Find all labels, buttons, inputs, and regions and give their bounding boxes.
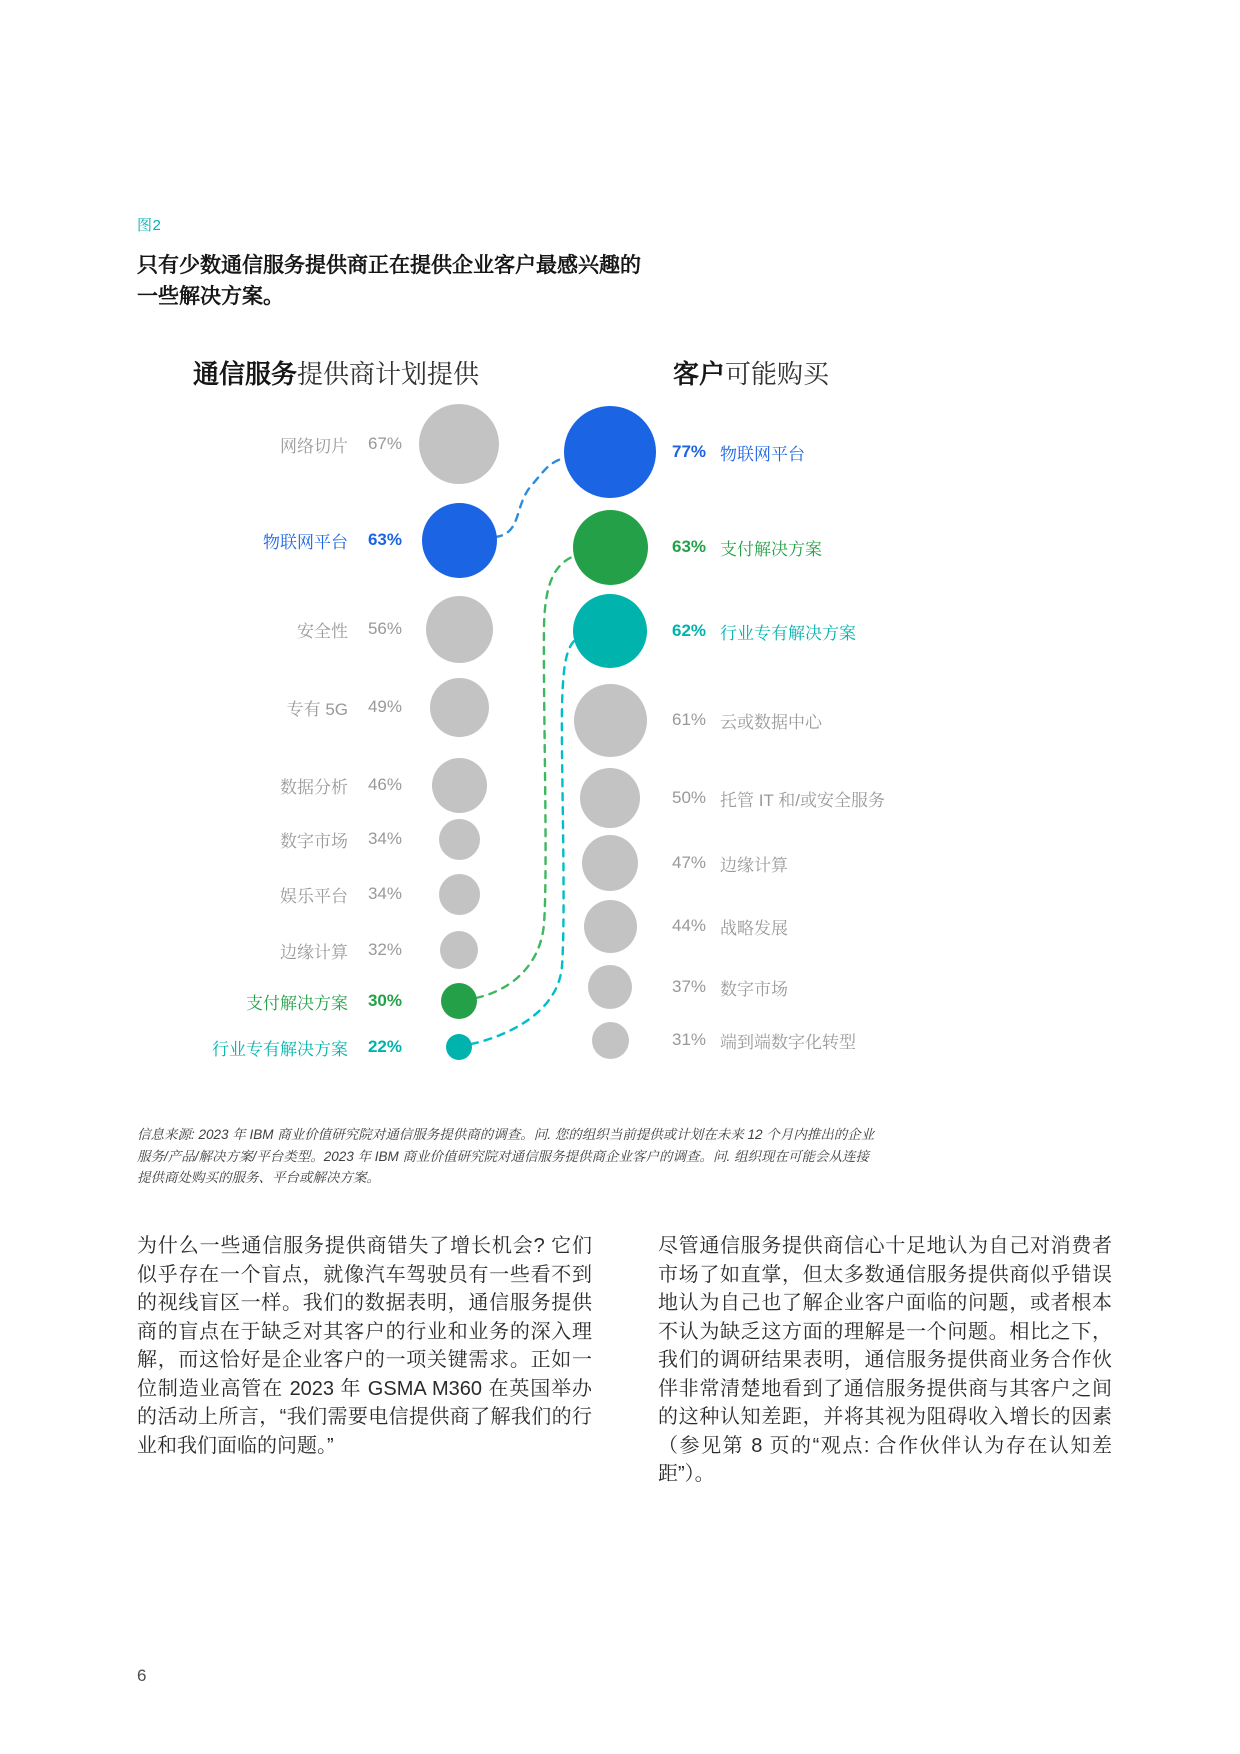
provider-row [287,695,402,719]
body-paragraph-left: 为什么一些通信服务提供商错失了增长机会? 它们似乎存在一个盲点，就像汽车驾驶员有一些看不到的视线盲区一样。我们的数据表明，通信服务提供商的盲点在于缺乏对其客户的行业和业务的深入理解，而这恰好是企业客户的一项关键需求。正如一位制造业高管在 2023 年 GSMA M360 在英国举办的活动上所言，“我们需要电信提供商了解我们的行业和我们面临的问题。” [137,1235,592,1457]
provider-row [263,528,402,552]
body-paragraph-right: 尽管通信服务提供商信心十足地认为自己对消费者市场了如直掌，但太多数通信服务提供商似乎错误地认为自己也了解企业客户面临的问题，或者根本不认为缺乏这方面的理解是一个问题。相比之下，我们的调研结果表明，通信服务提供商业务合作伙伴非常清楚地看到了通信服务提供商与其客户之间的这种认知差距，并将其视为阻碍收入增长的因素（参见第 8 页的“观点: 合作伙伴认为存在认知差距”）。 [658,1235,1112,1485]
provider-bubble [430,678,489,737]
chart-header-customers [673,354,829,391]
provider-item-label: 网络切片 [280,436,348,456]
chart-header-customers-rest: 可能购买 [725,359,830,389]
customer-item-value: 50% [672,788,707,807]
provider-bubble [441,983,477,1019]
connector-blue-dashed-line [495,458,564,537]
customer-row [672,914,788,938]
provider-item-value: 34% [367,829,402,848]
customer-bubble [573,594,647,668]
customer-item-label: 托管 IT 和/或安全服务 [720,790,885,810]
customer-item-label: 数字市场 [720,979,788,999]
customer-item-label: 支付解决方案 [720,539,822,559]
source-note-line3: 提供商处购买的服务、平台或解决方案。 [137,1170,380,1185]
provider-bubble [419,404,499,484]
provider-row [280,827,402,851]
customer-item-value: 47% [672,853,707,872]
provider-item-value: 63% [367,530,402,549]
source-note-line1: 信息来源: 2023 年 IBM 商业价值研究院对通信服务提供商的调查。问. 您的组织当前提供或计划在未来 12 个月内推出的企业 [137,1127,875,1142]
provider-row [297,617,402,641]
provider-bubble [426,596,493,663]
provider-item-label: 物联网平台 [263,532,348,552]
provider-item-value: 46% [367,775,402,794]
provider-item-value: 56% [367,619,402,638]
customer-item-value: 61% [672,710,707,729]
provider-item-value: 34% [367,884,402,903]
customer-bubble [564,406,656,498]
figure-label: 图2 [137,217,162,234]
provider-bubble [432,758,487,813]
customer-row [672,851,788,875]
customer-bubble [582,835,638,891]
source-note-line2: 服务/产品/解决方案/平台类型。2023 年 IBM 商业价值研究院对通信服务提供商企业客户的调查。问. 组织现在可能会从连接 [137,1148,870,1164]
customer-bubble [580,768,640,828]
provider-bubble [422,503,497,578]
chart-header-providers [193,354,479,391]
provider-row [212,1035,402,1059]
provider-item-label: 行业专有解决方案 [212,1039,348,1059]
customer-item-label: 战略发展 [720,918,788,938]
provider-bubble [440,931,478,969]
provider-row [280,882,402,906]
customer-bubble [584,900,637,953]
provider-item-value: 32% [367,940,402,959]
customer-bubble [592,1022,629,1059]
provider-bubble [439,874,480,915]
customer-item-value: 63% [672,537,707,556]
provider-row [280,432,402,456]
provider-item-value: 30% [367,991,402,1010]
customer-row [672,619,856,643]
customer-row [672,786,885,810]
provider-item-value: 22% [367,1037,402,1056]
provider-item-label: 娱乐平台 [280,886,348,906]
bubble-comparison-chart [0,340,1240,1100]
provider-bubble [446,1034,472,1060]
figure-title [137,250,641,312]
provider-item-label: 数字市场 [280,831,348,851]
customer-item-label: 云或数据中心 [720,712,822,732]
customer-item-label: 物联网平台 [720,444,805,464]
provider-item-label: 支付解决方案 [246,993,348,1013]
provider-item-label: 边缘计算 [280,942,348,962]
figure-title-line2: 一些解决方案。 [137,285,284,308]
provider-row [246,989,402,1013]
customer-item-value: 44% [672,916,707,935]
customer-bubble [574,684,647,757]
customer-item-label: 行业专有解决方案 [720,623,856,643]
provider-row [280,773,402,797]
chart-header-providers-rest: 提供商计划提供 [297,359,480,389]
customer-row [672,975,788,999]
provider-item-value: 49% [367,697,402,716]
provider-item-label: 数据分析 [280,777,348,797]
customer-row [672,1028,856,1052]
customer-item-value: 62% [672,621,707,640]
customer-item-value: 77% [672,442,707,461]
provider-row [280,938,402,962]
customer-item-value: 37% [672,977,707,996]
source-note [137,1124,967,1189]
chart-header-customers-bold: 客户 [673,359,726,389]
provider-bubble [439,819,480,860]
provider-item-label: 专有 5G [286,699,348,719]
provider-item-label: 安全性 [297,621,348,641]
customer-item-label: 端到端数字化转型 [720,1032,856,1052]
customer-bubble [573,510,648,585]
chart-header-providers-bold: 通信服务 [193,359,298,389]
figure-title-line1: 只有少数通信服务提供商正在提供企业客户最感兴趣的 [137,254,641,277]
customer-item-label: 边缘计算 [720,855,788,875]
customer-bubble [588,965,632,1009]
customer-row [672,708,822,732]
customer-row [672,535,822,559]
customer-item-value: 31% [672,1030,707,1049]
customer-row [672,440,805,464]
provider-item-value: 67% [367,434,402,453]
page-number: 6 [137,1666,147,1685]
